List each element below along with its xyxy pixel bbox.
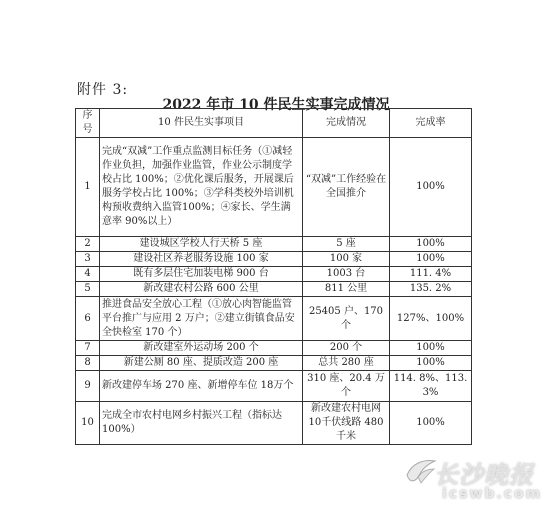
- row-item: 新改建农村公路 600 公里: [100, 282, 303, 297]
- row-status: 310 座、20.4 万个: [303, 371, 390, 402]
- row-rate: 100%: [390, 252, 472, 267]
- row-num: 2: [76, 237, 100, 252]
- row-item: 既有多层住宅加装电梯 900 台: [100, 267, 303, 282]
- row-rate: 127%、100%: [390, 297, 472, 341]
- row-rate: 100%: [390, 237, 472, 252]
- row-rate: 114. 8%、113. 3%: [390, 371, 472, 402]
- row-rate: 100%: [390, 138, 472, 237]
- table-header-row: [76, 109, 472, 138]
- header-item: 10 件民生实事项目: [100, 109, 303, 138]
- row-status: 200 个: [303, 341, 390, 356]
- table-row: [76, 138, 472, 237]
- row-num: 5: [76, 282, 100, 297]
- row-num: 9: [76, 371, 100, 402]
- row-status: 总共 280 座: [303, 356, 390, 371]
- row-item: 建设城区学校人行天桥 5 座: [100, 237, 303, 252]
- bird-logo-icon: [404, 455, 438, 489]
- row-num: 1: [76, 138, 100, 237]
- table-row: [76, 252, 472, 267]
- row-item: 完成全市农村电网乡村振兴工程（指标达 100%）: [100, 402, 303, 445]
- header-status: 完成情况: [303, 109, 390, 138]
- row-status: “双减”工作经验在全国推介: [303, 138, 390, 237]
- row-item: 完成“双减”工作重点监测目标任务（①减轻作业负担，加强作业监管，作业公示制度学校占比 100%；②优化课后服务，开展课后服务学校占比 100%；③学科类校外培训机构预收费纳入监管100%；④家长、学生满意率 90%以上）: [100, 138, 303, 237]
- row-item: 新改建室外运动场 200 个: [100, 341, 303, 356]
- row-status: 新改建农村电网 10千伏线路 480 千米: [303, 402, 390, 445]
- attachment-label: 附件 3:: [77, 82, 129, 98]
- row-num: 7: [76, 341, 100, 356]
- table-row: [76, 402, 472, 445]
- document-title: 2022 年市 10 件民生实事完成情况: [162, 97, 390, 113]
- row-rate: 100%: [390, 402, 472, 445]
- completion-table: [75, 108, 472, 445]
- row-status: 811 公里: [303, 282, 390, 297]
- row-item: 新建公厕 80 座、提质改造 200 座: [100, 356, 303, 371]
- table-row: [76, 356, 472, 371]
- newspaper-watermark: [404, 455, 544, 505]
- table-row: [76, 282, 472, 297]
- row-rate: 111. 4%: [390, 267, 472, 282]
- row-status: 5 座: [303, 237, 390, 252]
- row-num: 3: [76, 252, 100, 267]
- table-row: [76, 341, 472, 356]
- row-status: 1003 台: [303, 267, 390, 282]
- header-rate: 完成率: [390, 109, 472, 138]
- table-row: [76, 297, 472, 341]
- row-rate: 100%: [390, 341, 472, 356]
- watermark-name: 长沙晚报: [434, 461, 534, 489]
- row-item: 推进食品安全放心工程（①放心肉智能监管平台推广与应用 2 万户；②建立街镇食品安全快检室 170 个）: [100, 297, 303, 341]
- watermark-url: icswb.com: [442, 486, 543, 502]
- row-status: 100 家: [303, 252, 390, 267]
- table-row: [76, 371, 472, 402]
- row-status: 25405 户、170 个: [303, 297, 390, 341]
- row-num: 10: [76, 402, 100, 445]
- table-row: [76, 267, 472, 282]
- row-item: 建设社区养老服务设施 100 家: [100, 252, 303, 267]
- row-num: 6: [76, 297, 100, 341]
- row-rate: 135. 2%: [390, 282, 472, 297]
- row-num: 8: [76, 356, 100, 371]
- row-rate: 100%: [390, 356, 472, 371]
- row-item: 新改建停车场 270 座、新增停车位 18万个: [100, 371, 303, 402]
- header-num: 序号: [76, 109, 100, 138]
- table-row: [76, 237, 472, 252]
- row-num: 4: [76, 267, 100, 282]
